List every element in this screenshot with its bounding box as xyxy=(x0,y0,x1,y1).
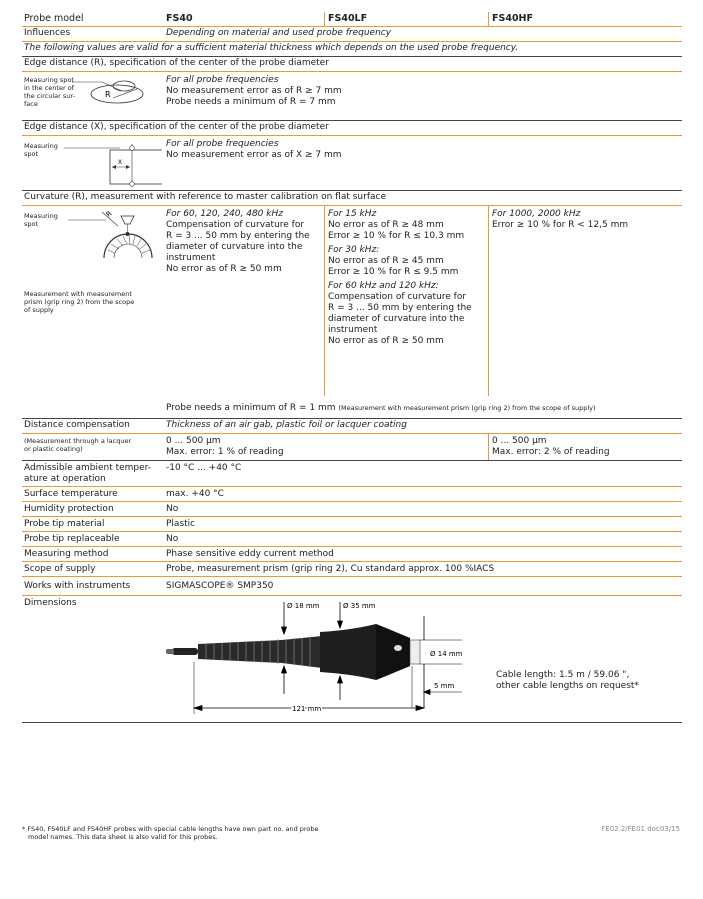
spec-value-humidity: No xyxy=(166,504,179,514)
spec-label-instruments: Works with instruments xyxy=(24,581,131,591)
curvature-minimum: Probe needs a minimum of R = 1 mm (Measurement with measurement prism (grip ring 2) from the scope of supply) xyxy=(166,403,596,413)
spec-label-tip-replaceable: Probe tip replaceable xyxy=(24,534,120,544)
spec-value-tip-material: Plastic xyxy=(166,519,196,529)
header-row xyxy=(22,12,682,27)
edge-x-diagram xyxy=(62,140,162,188)
curvature-row xyxy=(22,206,682,419)
model-fs40hf: FS40HF xyxy=(492,13,533,24)
edge-r-title: Edge distance (R), specification of the center of the probe diameter xyxy=(24,58,329,68)
curvature-side-note: Measurement with measurement prism (grip ring 2) from the scope of supply xyxy=(24,290,135,314)
dim-d18: Ø 18 mm xyxy=(287,602,320,610)
influences-value: Depending on material and used probe frequency xyxy=(166,28,392,38)
dim-l5: 5 mm xyxy=(434,682,455,690)
curvature-title: Curvature (R), measurement with reference to master calibration on flat surface xyxy=(24,192,386,202)
curvature-hf-spec: For 1000, 2000 kHz Error ≥ 10 % for R < 12,5 mm xyxy=(492,209,629,230)
curvature-title-row xyxy=(22,191,682,206)
spec-value-tip-replaceable: No xyxy=(166,534,179,544)
doc-code: FE02.2/FE01 doc03/15 xyxy=(601,825,680,833)
spec-row-scope xyxy=(22,562,682,577)
spec-label-scope: Scope of supply xyxy=(24,564,96,574)
model-fs40: FS40 xyxy=(166,13,193,24)
curvature-lf-spec: For 15 kHz No error as of R ≥ 48 mm Error ≥ 10 % for R ≤ 10.3 mm For 30 kHz: No error as of R ≥ 45 mm Error ≥ 10 % for R ≤ 9.5 mm For 60 kHz and 120 kHz: Compensation of curvature for R = 3 ... 50 mm by entering the diameter of curvature into the instrument No error as of R ≥ 50 mm xyxy=(328,209,472,346)
influences-note-row xyxy=(22,42,682,57)
spec-label-tip-material: Probe tip material xyxy=(24,519,105,529)
edge-r-symbol: R xyxy=(105,90,111,99)
datasheet-table xyxy=(22,12,682,723)
dimensions-label: Dimensions xyxy=(24,598,77,608)
spec-row-method xyxy=(22,547,682,562)
spec-row-tip-replaceable xyxy=(22,532,682,547)
distance-sub-label: (Measurement through a lacquer or plastic coating) xyxy=(24,437,132,453)
spec-value-instruments: SIGMASCOPE® SMP350 xyxy=(166,581,274,591)
spec-row-humidity xyxy=(22,502,682,517)
model-fs40lf: FS40LF xyxy=(328,13,368,24)
spec-row-tip-material xyxy=(22,517,682,532)
spec-value-method: Phase sensitive eddy current method xyxy=(166,549,334,559)
edge-x-title-row xyxy=(22,121,682,136)
distance-label: Distance compensation xyxy=(24,420,130,430)
spec-value-scope: Probe, measurement prism (grip ring 2), Cu standard approx. 100 %IACS xyxy=(166,564,495,574)
edge-x-title: Edge distance (X), specification of the center of the probe diameter xyxy=(24,122,329,132)
spec-label-humidity: Humidity protection xyxy=(24,504,114,514)
spec-value-surface: max. +40 °C xyxy=(166,489,224,499)
edge-r-spec: For all probe frequencies No measurement error as of R ≥ 7 mm Probe needs a minimum of R = 7 mm xyxy=(166,75,342,107)
dim-d35: Ø 35 mm xyxy=(343,602,376,610)
spec-label-surface: Surface temperature xyxy=(24,489,118,499)
influences-label: Influences xyxy=(24,28,71,38)
spec-value-ambient: -10 °C ... +40 °C xyxy=(166,463,242,473)
distance-hf-spec: 0 ... 500 µm Max. error: 2 % of reading xyxy=(492,436,610,457)
spec-label-method: Measuring method xyxy=(24,549,109,559)
spec-row-ambient xyxy=(22,461,682,487)
curvature-fs40-spec: For 60, 120, 240, 480 kHz Compensation of curvature for R = 3 ... 50 mm by entering the diameter of curvature into the instrument No error as of R ≥ 50 mm xyxy=(166,209,310,274)
distance-fs40-spec: 0 ... 500 µm Max. error: 1 % of reading xyxy=(166,436,284,457)
spec-row-instruments xyxy=(22,577,682,596)
edge-r-diagram xyxy=(72,76,162,112)
edge-x-caption: Measuring spot xyxy=(24,142,58,158)
probe-dimension-drawing xyxy=(162,596,482,720)
dimensions-row xyxy=(22,596,682,723)
edge-x-symbol: X xyxy=(118,159,123,166)
curvature-caption: Measuring spot xyxy=(24,212,58,228)
curvature-symbol: R xyxy=(104,209,114,219)
edge-x-row xyxy=(22,136,682,191)
edge-r-title-row xyxy=(22,57,682,72)
dim-l121: 121 mm xyxy=(292,705,322,713)
probe-model-label: Probe model xyxy=(24,13,84,24)
edge-x-spec: For all probe frequencies No measurement error as of X ≥ 7 mm xyxy=(166,139,342,160)
spec-label-ambient: Admissible ambient temper- ature at operation xyxy=(24,463,152,484)
influences-row xyxy=(22,27,682,42)
cable-length-note: Cable length: 1.5 m / 59.06 ", other cable lengths on request* xyxy=(496,670,639,691)
edge-r-row xyxy=(22,72,682,121)
footnote-text: * FS40, FS40LF and FS40HF probes with special cable lengths have own part no. and probe model names. This data sheet is also valid for this probes. xyxy=(22,825,319,841)
spec-row-surface xyxy=(22,487,682,502)
distance-row xyxy=(22,419,682,434)
dim-d14: Ø 14 mm xyxy=(430,650,463,658)
curvature-diagram xyxy=(66,208,166,268)
influences-note: The following values are valid for a sufficient material thickness which depends on the used probe frequency. xyxy=(24,43,519,53)
distance-detail-row xyxy=(22,434,682,461)
edge-r-caption: Measuring spot in the center of the circular sur- face xyxy=(24,76,75,108)
distance-value: Thickness of an air gab, plastic foil or lacquer coating xyxy=(166,420,407,430)
